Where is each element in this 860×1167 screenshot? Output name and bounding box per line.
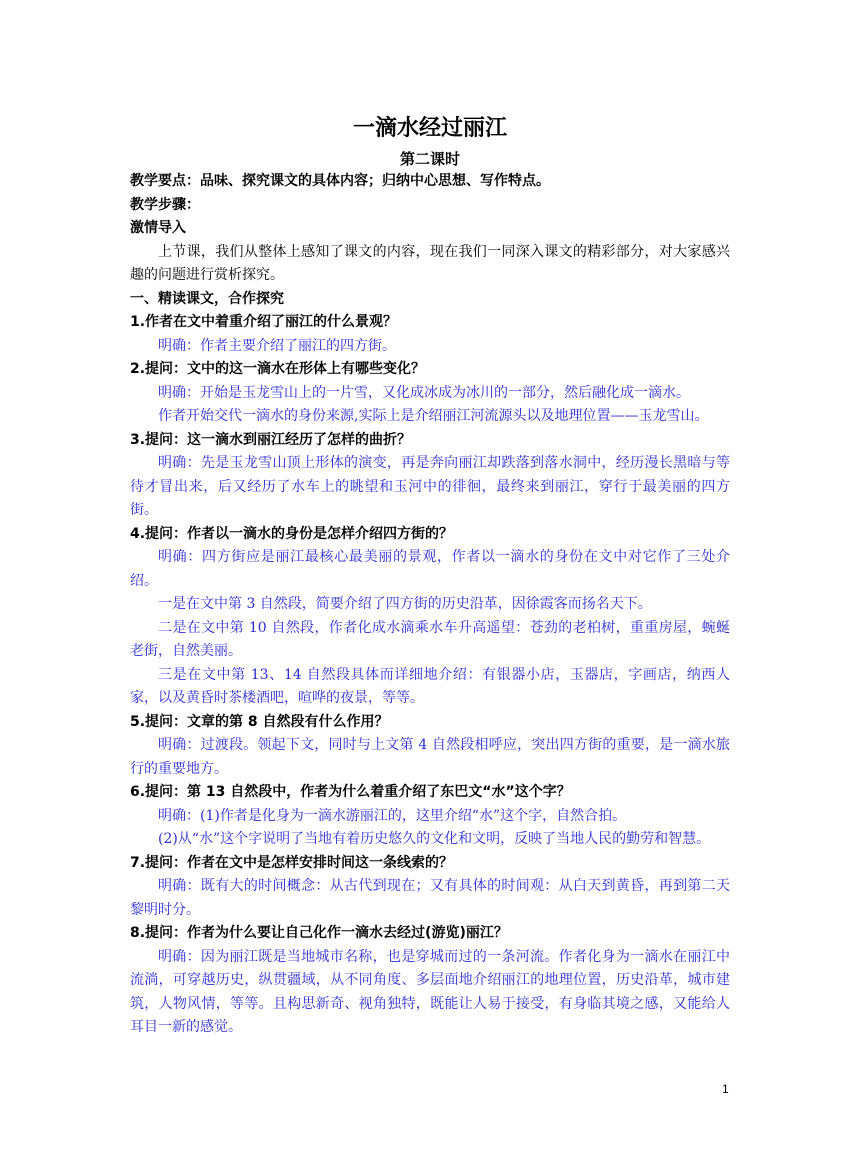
question: 8.提问：作者为什么要让自己化作一滴水去经过(游览)丽江？ [130,925,508,941]
qa-block-8 [130,922,730,1040]
qa-block-5 [130,711,730,782]
document-title: 一滴水经过丽江 [352,116,507,141]
answer: 明确：过渡段。领起下文，同时与上文第 4 自然段相呼应，突出四方街的重要，是一滴水旅行的重要地方。 [130,737,730,777]
qa-block-3 [130,429,730,523]
question: 3.提问：这一滴水到丽江经历了怎样的曲折？ [130,431,412,448]
intro-label: 激情导入 [130,220,186,236]
answer: 明确：开始是玉龙雪山上的一片雪，又化成冰成为冰川的一部分，然后融化成一滴水。 [158,384,690,401]
qa-block-7 [130,852,730,923]
question: 7.提问：作者在文中是怎样安排时间这一条线索的？ [130,854,454,871]
qa-block-2 [130,358,730,429]
answer: 明确：四方街应是丽江最核心最美丽的景观，作者以一滴水的身份在文中对它作了三处介绍。 [130,549,730,589]
qa-block-4 [130,523,730,711]
qa-block-1 [130,311,730,358]
page-number: 1 [722,1082,729,1096]
answer: 一是在文中第 3 自然段，简要介绍了四方街的历史沿革，因徐霞客而扬名天下。 [158,596,652,612]
intro-text: 上节课，我们从整体上感知了课文的内容，现在我们一同深入课文的精彩部分，对大家感兴趣的问题进行赏析探究。 [130,243,730,283]
answer: 作者开始交代一滴水的身份来源,实际上是介绍丽江河流源头以及地理位置——玉龙雪山。 [158,408,709,424]
answer: 二是在文中第 10 自然段，作者化成水滴乘水车升高遥望：苍劲的老柏树，重重房屋，蜿蜒老街，自然美丽。 [130,619,730,659]
page-content [130,114,730,1040]
answer: 明确：先是玉龙雪山顶上形体的演变，再是奔向丽江却跌落到落水洞中，经历漫长黑暗与等待才冒出来，后又经历了水车上的眺望和玉河中的徘徊，最终来到丽江，穿行于最美丽的四方街。 [130,455,730,518]
answer: 明确：(1)作者是化身为一滴水游丽江的，这里介绍“水”这个字，自然合拍。 [158,807,627,824]
steps-label: 教学步骤： [130,196,200,213]
section-heading: 一、精读课文，合作探究 [130,290,284,307]
qa-block-6 [130,781,730,852]
answer: 三是在文中第 13、14 自然段具体而详细地介绍：有银器小店，玉器店，字画店，纳西人家，以及黄昏时茶楼酒吧，喧哗的夜景，等等。 [130,666,730,706]
question: 6.提问：第 13 自然段中，作者为什么着重介绍了东巴文“水”这个字？ [130,784,571,800]
answer: 明确：因为丽江既是当地城市名称，也是穿城而过的一条河流。作者化身为一滴水在丽江中流淌，可穿越历史，纵贯疆域，从不同角度、多层面地介绍丽江的地理位置，历史沿革，城市建筑，人物风情，等等。且构思新奇、视角独特，既能让人易于接受，有身临其境之感，又能给人耳目一新的感觉。 [130,948,730,1035]
question: 2.提问：文中的这一滴水在形体上有哪些变化？ [130,361,426,377]
answer: 明确：作者主要介绍了丽江的四方街。 [158,337,396,354]
key-points: 教学要点：品味、探究课文的具体内容；归纳中心思想、写作特点。 [130,173,550,189]
lesson-subtitle: 第二课时 [399,150,460,168]
answer: (2)从“水”这个字说明了当地有着历史悠久的文化和文明，反映了当地人民的勤劳和智慧。 [158,831,711,847]
question: 4.提问：作者以一滴水的身份是怎样介绍四方街的？ [130,525,454,542]
answer: 明确：既有大的时间概念：从古代到现在；又有具体的时间观：从白天到黄昏，再到第二天黎明时分。 [130,878,730,918]
question: 1.作者在文中着重介绍了丽江的什么景观？ [130,314,398,330]
question: 5.提问：文章的第 8 自然段有什么作用？ [130,713,389,730]
